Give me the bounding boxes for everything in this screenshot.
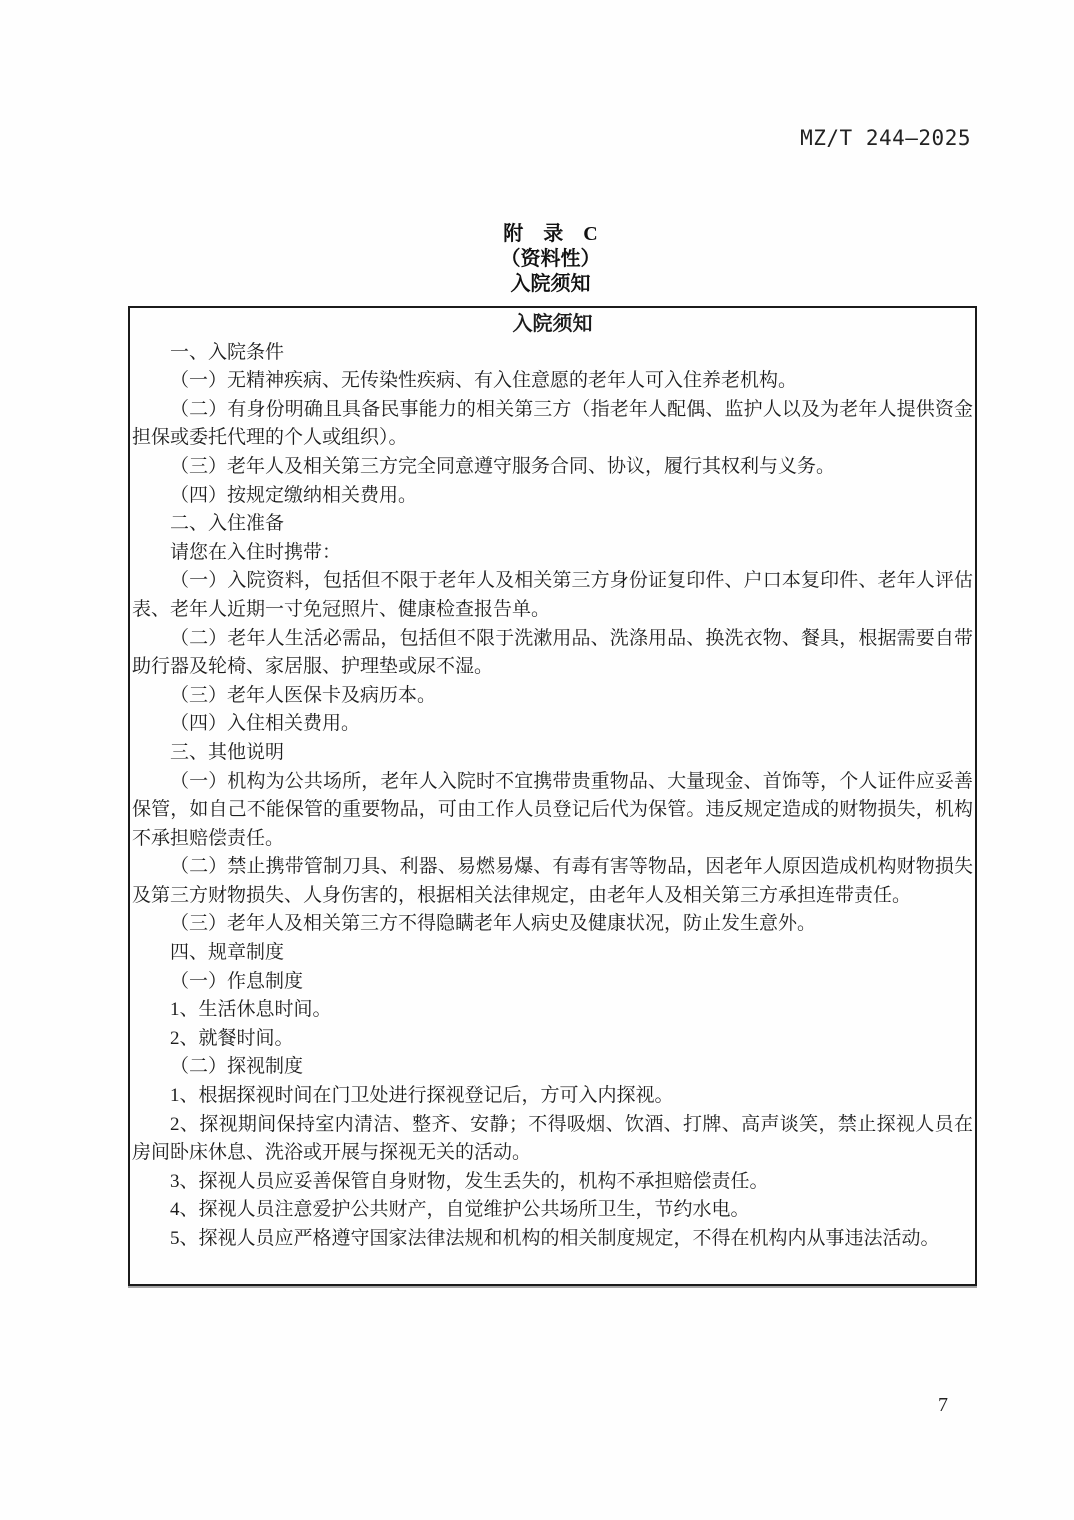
notice-paragraph: （二）老年人生活必需品，包括但不限于洗漱用品、洗涤用品、换洗衣物、餐具，根据需要自带助行器及轮椅、家居服、护理垫或尿不湿。 — [132, 627, 973, 678]
notice-paragraph: （三）老年人及相关第三方完全同意遵守服务合同、协议，履行其权利与义务。 — [170, 455, 836, 477]
notice-paragraph: 5、探视人员应严格遵守国家法律法规和机构的相关制度规定，不得在机构内从事违法活动。 — [170, 1228, 940, 1249]
notice-paragraph: （三）老年人及相关第三方不得隐瞒老年人病史及健康状况，防止发生意外。 — [170, 913, 817, 935]
notice-paragraph: （四）入住相关费用。 — [170, 713, 361, 735]
notice-paragraph: 二、入住准备 — [170, 513, 285, 535]
appendix-heading — [128, 222, 973, 297]
notice-paragraph: （二）有身份明确且具备民事能力的相关第三方（指老年人配偶、监护人以及为老年人提供资金担保或委托代理的个人或组织）。 — [132, 398, 973, 449]
notice-paragraph: （四）按规定缴纳相关费用。 — [170, 484, 418, 506]
appendix-heading-line1: 附 录 C — [503, 223, 598, 245]
notice-paragraph: （一）作息制度 — [170, 970, 304, 992]
appendix-heading-line2: （资料性） — [500, 248, 601, 270]
notice-paragraph: 4、探视人员注意爱护公共财产，自觉维护公共场所卫生，节约水电。 — [170, 1199, 750, 1221]
notice-paragraph: 四、规章制度 — [170, 942, 285, 964]
notice-box-title: 入院须知 — [512, 313, 593, 335]
notice-box — [128, 306, 977, 1286]
notice-paragraph: 2、探视期间保持室内清洁、整齐、安静；不得吸烟、饮酒、打牌、高声谈笑，禁止探视人员在房间卧床休息、洗浴或开展与探视无关的活动。 — [132, 1113, 973, 1164]
notice-paragraph: 2、就餐时间。 — [170, 1027, 294, 1049]
notice-paragraph: （二）探视制度 — [170, 1056, 304, 1078]
notice-paragraph: 一、入院条件 — [170, 341, 285, 363]
standard-number: MZ/T 244—2025 — [800, 126, 971, 150]
notice-paragraph: 请您在入住时携带： — [170, 541, 342, 563]
notice-paragraph: 1、根据探视时间在门卫处进行探视登记后，方可入内探视。 — [170, 1085, 674, 1107]
notice-paragraph: 三、其他说明 — [170, 741, 285, 763]
page-number: 7 — [938, 1394, 948, 1416]
notice-paragraph: 1、生活休息时间。 — [170, 999, 332, 1021]
notice-paragraph: （一）入院资料，包括但不限于老年人及相关第三方身份证复印件、户口本复印件、老年人评估表、老年人近期一寸免冠照片、健康检查报告单。 — [132, 570, 973, 620]
notice-paragraph: 3、探视人员应妥善保管自身财物，发生丢失的，机构不承担赔偿责任。 — [170, 1170, 769, 1192]
notice-paragraph: （二）禁止携带管制刀具、利器、易燃易爆、有毒有害等物品，因老年人原因造成机构财物损失及第三方财物损失、人身伤害的，根据相关法律规定，由老年人及相关第三方承担连带责任。 — [132, 856, 973, 906]
notice-paragraph: （一）无精神疾病、无传染性疾病、有入住意愿的老年人可入住养老机构。 — [170, 370, 798, 392]
notice-body — [132, 339, 973, 1254]
notice-paragraph: （一）机构为公共场所，老年人入院时不宜携带贵重物品、大量现金、首饰等，个人证件应妥善保管，如自己不能保管的重要物品，可由工作人员登记后代为保管。违反规定造成的财物损失，机构不承担赔偿责任。 — [132, 770, 973, 849]
appendix-heading-line3: 入院须知 — [510, 273, 591, 295]
notice-paragraph: （三）老年人医保卡及病历本。 — [170, 684, 437, 706]
